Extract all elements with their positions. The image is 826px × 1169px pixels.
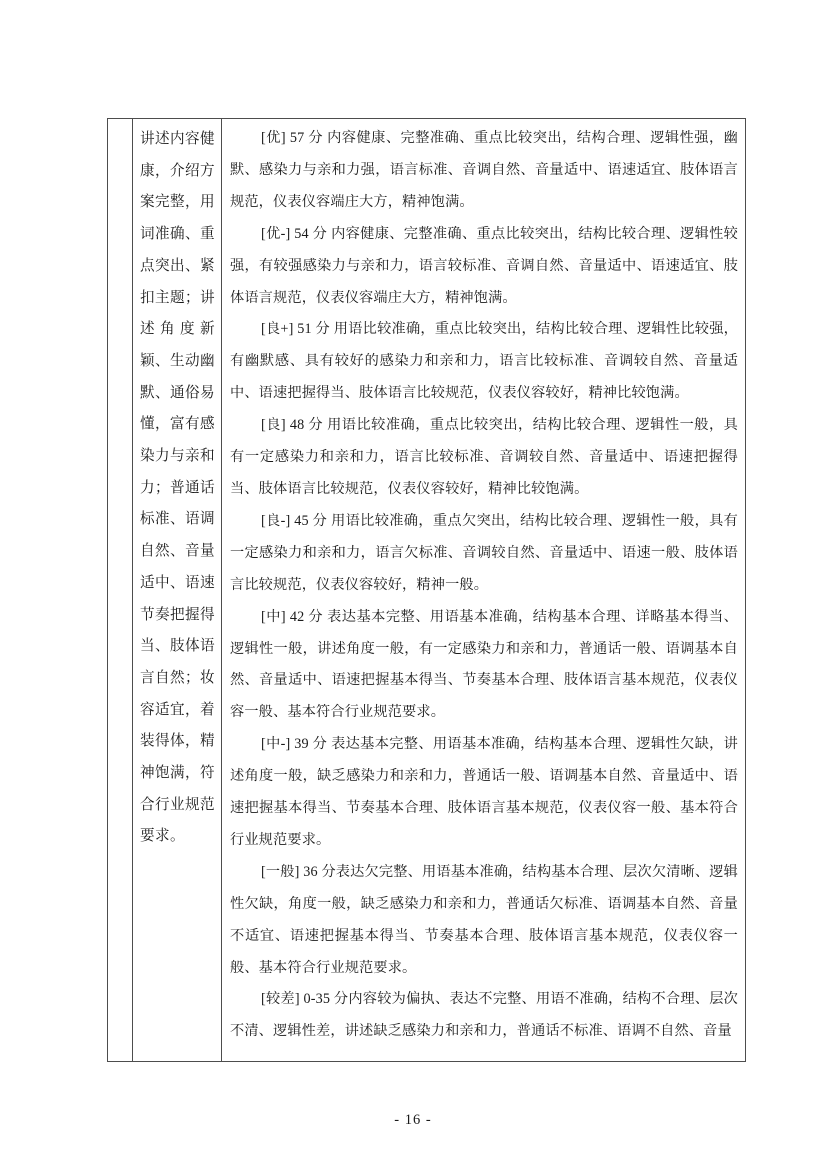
grade-paragraph-liang-minus-45: [良-] 45 分 用语比较准确，重点欠突出，结构比较合理、逻辑性一般，具有一定感染力和亲和力，语言欠标准、音调较自然、音量适中、语速一般、肢体语言比较规范，仪表仪容较好，精神一般。 bbox=[230, 512, 738, 593]
grade-paragraph-zhong-42: [中] 42 分 表达基本完整、用语基本准确，结构基本合理、详略基本得当、逻辑性一般，讲述角度一般，有一定感染力和亲和力，普通话一般、语调基本自然、音量适中、语速把握基本得当、节奏基本合理、肢体语言基本规范，仪表仪容一般、基本符合行业规范要求。 bbox=[230, 608, 738, 721]
grade-paragraph-you-57: [优] 57 分 内容健康、完整准确、重点比较突出，结构合理、逻辑性强，幽默、感染力与亲和力强，语言标准、音调自然、音量适中、语速适宜、肢体语言规范，仪表仪容端庄大方，精神饱满。 bbox=[230, 130, 738, 210]
criteria-cell bbox=[133, 119, 222, 1061]
criteria-text: 讲述内容健康，介绍方案完整，用词准确、重点突出、紧扣主题；讲述角度新颖、生动幽默、通俗易懂，富有感染力与亲和力；普通话标准、语调自然、音量适中、语速节奏把握得当、肢体语言自然；妆容适宜，着装得体，精神饱满，符合行业规范要求。 bbox=[140, 131, 215, 845]
grade-paragraph-liang-48: [良] 48 分 用语比较准确，重点比较突出，结构比较合理、逻辑性一般，具有一定感染力和亲和力，语言比较标准、音调较自然、音量适中、语速把握得当、肢体语言比较规范，仪表仪容较好，精神比较饱满。 bbox=[230, 417, 738, 497]
grade-paragraph-yiban-36: [一般] 36 分表达欠完整、用语基本准确，结构基本合理、层次欠清晰、逻辑性欠缺，角度一般，缺乏感染力和亲和力，普通话欠标准、语调基本自然、音量不适宜、语速把握基本得当、节奏基本合理、肢体语言基本规范，仪表仪容一般、基本符合行业规范要求。 bbox=[230, 863, 738, 976]
grade-paragraph-you-minus-54: [优-] 54 分 内容健康、完整准确、重点比较突出，结构比较合理、逻辑性较强，有较强感染力与亲和力，语言较标准、音调自然、音量适中、语速适宜、肢体语言规范，仪表仪容端庄大方，精神饱满。 bbox=[230, 225, 738, 306]
table-cell-left-spacer bbox=[108, 119, 133, 1061]
grade-levels-cell bbox=[222, 119, 745, 1061]
scoring-criteria-table bbox=[107, 118, 746, 1062]
page-number: - 16 - bbox=[394, 1112, 432, 1128]
grade-paragraph-jiaocha-0-35: [较差] 0-35 分内容较为偏执、表达不完整、用语不准确，结构不合理、层次不清、逻辑性差，讲述缺乏感染力和亲和力，普通话不标准、语调不自然、音量 bbox=[230, 991, 738, 1040]
grade-paragraph-zhong-minus-39: [中-] 39 分 表达基本完整、用语基本准确，结构基本合理、逻辑性欠缺，讲述角度一般，缺乏感染力和亲和力，普通话一般、语调基本自然、音量适中、语速把握基本得当、节奏基本合理、肢体语言基本规范，仪表仪容一般、基本符合行业规范要求。 bbox=[230, 736, 738, 848]
grade-paragraph-liang-plus-51: [良+] 51 分 用语比较准确，重点比较突出，结构比较合理、逻辑性比较强，有幽默感、具有较好的感染力和亲和力，语言比较标准、音调较自然、音量适中、语速把握得当、肢体语言比较规范，仪表仪容较好，精神比较饱满。 bbox=[230, 321, 738, 402]
